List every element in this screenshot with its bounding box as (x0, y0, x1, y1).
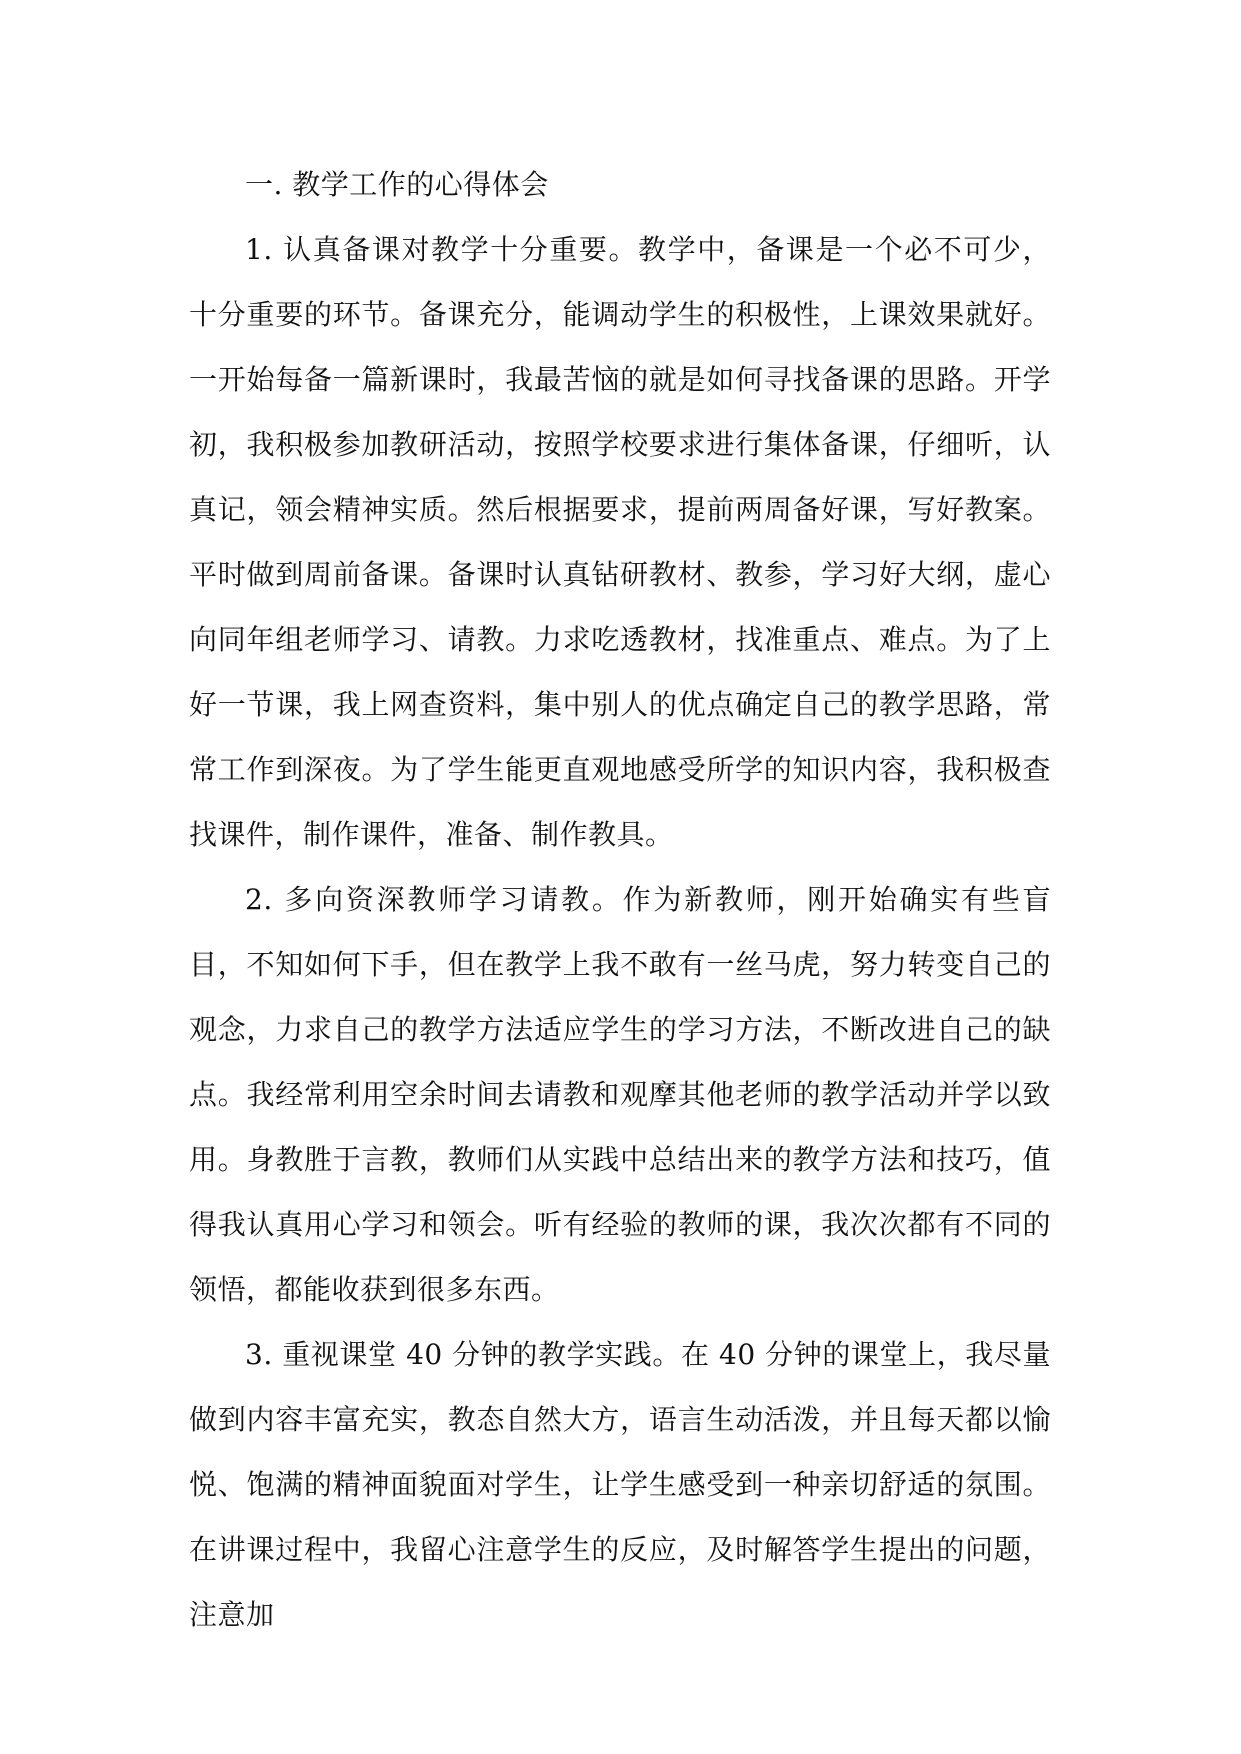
paragraph-2: 2. 多向资深教师学习请教。作为新教师，刚开始确实有些盲目，不知如何下手，但在教学上我不敢有一丝马虎，努力转变自己的观念，力求自己的教学方法适应学生的学习方法，不断改进自己的缺点。我经常利用空余时间去请教和观摩其他老师的教学活动并学以致用。身教胜于言教，教师们从实践中总结出来的教学方法和技巧，值得我认真用心学习和领会。听有经验的教师的课，我次次都有不同的领悟，都能收获到很多东西。 (189, 883, 1051, 1306)
document-body (189, 152, 1051, 1647)
section-heading: 一. 教学工作的心得体会 (245, 168, 549, 201)
paragraph-1: 1. 认真备课对教学十分重要。教学中，备课是一个必不可少，十分重要的环节。备课充分，能调动学生的积极性，上课效果就好。一开始每备一篇新课时，我最苦恼的就是如何寻找备课的思路。开学初，我积极参加教研活动，按照学校要求进行集体备课，仔细听，认真记，领会精神实质。然后根据要求，提前两周备好课，写好教案。平时做到周前备课。备课时认真钻研教材、教参，学习好大纲，虚心向同年组老师学习、请教。力求吃透教材，找准重点、难点。为了上好一节课，我上网查资料，集中别人的优点确定自己的教学思路，常常工作到深夜。为了学生能更直观地感受所学的知识内容，我积极查找课件，制作课件，准备、制作教具。 (189, 233, 1051, 851)
paragraph-3: 3. 重视课堂 40 分钟的教学实践。在 40 分钟的课堂上，我尽量做到内容丰富充实，教态自然大方，语言生动活泼，并且每天都以愉悦、饱满的精神面貌面对学生，让学生感受到一种亲切舒适的氛围。在讲课过程中，我留心注意学生的反应，及时解答学生提出的问题，注意加 (189, 1338, 1051, 1631)
